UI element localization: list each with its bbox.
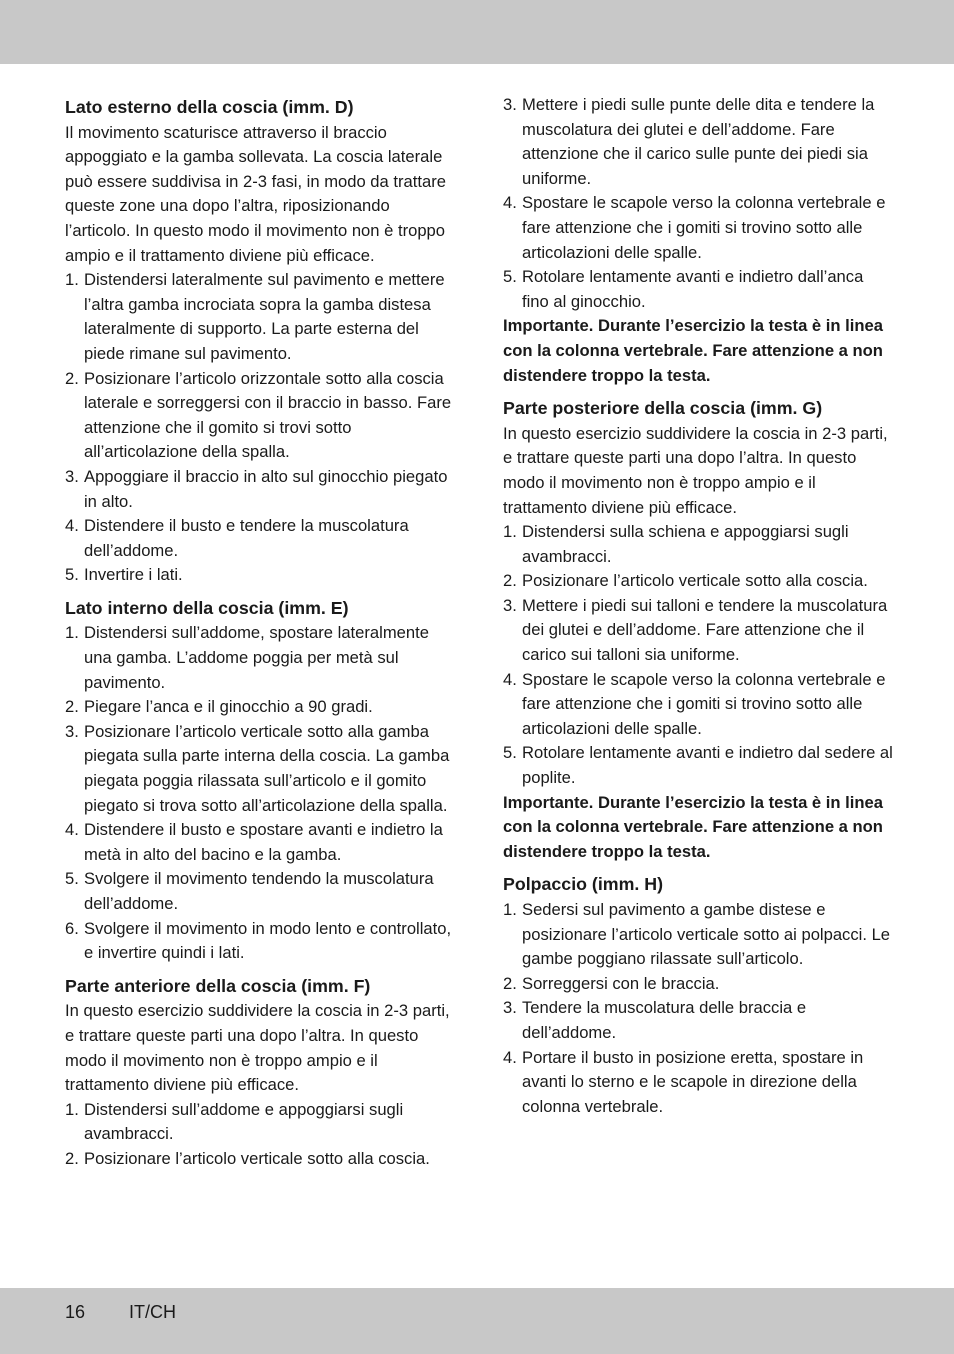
left-column xyxy=(65,92,455,1172)
section-intro: Il movimento scaturisce attraverso il braccio appoggiato e la gamba sollevata. La coscia laterale può essere suddivisa in 2-3 fasi, in modo da trattare queste zone una dopo l’altra, riposizionando l’articolo. In questo modo il movimento non è troppo ampio e il trattamento diviene più efficace. xyxy=(65,122,446,265)
section-intro: In questo esercizio suddividere la coscia in 2-3 parti, e trattare queste parti una dopo l’altra. In questo modo il movimento non è troppo ampio e il trattamento diviene più efficace. xyxy=(65,1001,450,1095)
list-item: 3. Appoggiare il braccio in alto sul ginocchio piegato in alto. xyxy=(65,466,448,511)
list-item: 3. Tendere la muscolatura delle braccia e dell’addome. xyxy=(503,998,807,1042)
section-title: Lato esterno della coscia (imm. D) xyxy=(65,97,354,117)
steps-list xyxy=(503,93,893,314)
list-item: 2. Sorreggersi con le braccia. xyxy=(503,973,720,993)
steps-list xyxy=(65,621,455,965)
list-item: 1. Distendersi lateralmente sul pavimento e mettere l’altra gamba incrociata sopra la gamba distesa lateralmente di supporto. La parte esterna del piede rimane sul pavimento. xyxy=(65,270,445,363)
steps-list xyxy=(65,268,455,588)
list-item: 4. Distendere il busto e spostare avanti e indietro la metà in alto del bacino e la gamba. xyxy=(65,820,443,864)
list-item: 5. Rotolare lentamente avanti e indietro dall’anca fino al ginocchio. xyxy=(503,267,864,311)
list-item: 1. Distendersi sulla schiena e appoggiarsi sugli avambracci. xyxy=(503,522,849,566)
page-number: 16 xyxy=(65,1302,86,1322)
list-item: 3. Posizionare l’articolo verticale sotto alla gamba piegata sulla parte interna della coscia. La gamba piegata poggia rilassata sull’articolo e il gomito piegato si trova sotto all’articolazione della spalla. xyxy=(65,721,450,815)
list-item: 2. Piegare l’anca e il ginocchio a 90 gradi. xyxy=(65,697,373,717)
important-note: Importante. Durante l’esercizio la testa è in linea con la colonna vertebrale. Fare attenzione a non distendere troppo la testa. xyxy=(503,316,883,385)
section-title: Polpaccio (imm. H) xyxy=(503,874,664,895)
section-intro: In questo esercizio suddividere la coscia in 2-3 parti, e trattare queste parti una dopo l’altra. In questo modo il movimento non è troppo ampio e il trattamento diviene più efficace. xyxy=(503,423,888,517)
list-item: 2. Posizionare l’articolo verticale sotto alla coscia. xyxy=(65,1148,430,1168)
steps-list xyxy=(503,520,893,791)
list-item: 1. Sedersi sul pavimento a gambe distese e posizionare l’articolo verticale sotto ai polpacci. Le gambe poggiano rilassate sull’articolo. xyxy=(503,900,891,969)
list-item: 4. Distendere il busto e tendere la muscolatura dell’addome. xyxy=(65,516,409,560)
section-title: Parte anteriore della coscia (imm. F) xyxy=(65,975,371,996)
list-item: 1. Distendersi sull’addome e appoggiarsi sugli avambracci. xyxy=(65,1099,404,1144)
list-item: 4. Spostare le scapole verso la colonna vertebrale e fare attenzione che i gomiti si trovino sotto alle articolazioni delle spalle. xyxy=(503,193,886,262)
list-item: 4. Spostare le scapole verso la colonna vertebrale e fare attenzione che i gomiti si trovino sotto alle articolazioni delle spalle. xyxy=(503,669,886,738)
list-item: 2. Posizionare l’articolo verticale sotto alla coscia. xyxy=(503,571,868,591)
list-item: 4. Portare il busto in posizione eretta, spostare in avanti lo sterno e le scapole in direzione della colonna vertebrale. xyxy=(503,1047,864,1116)
list-item: 1. Distendersi sull’addome, spostare lateralmente una gamba. L’addome poggia per metà sul pavimento. xyxy=(65,623,429,692)
steps-list xyxy=(503,898,893,1119)
section-title: Parte posteriore della coscia (imm. G) xyxy=(503,398,823,419)
language-code: IT/CH xyxy=(129,1302,176,1322)
list-item: 5. Invertire i lati. xyxy=(65,565,183,585)
list-item: 6. Svolgere il movimento in modo lento e controllato, e invertire quindi i lati. xyxy=(65,918,452,963)
section-title: Lato interno della coscia (imm. E) xyxy=(65,597,349,618)
list-item: 2. Posizionare l’articolo orizzontale sotto alla coscia laterale e sorreggersi con il braccio in basso. Fare attenzione che il gomito si trovi sotto all’articolazione della spalla. xyxy=(65,368,452,462)
header-band xyxy=(0,0,954,64)
right-column xyxy=(503,93,893,1119)
list-item: 5. Svolgere il movimento tendendo la muscolatura dell’addome. xyxy=(65,869,434,913)
list-item: 3. Mettere i piedi sui talloni e tendere la muscolatura dei glutei e dell’addome. Fare attenzione che il carico sui talloni sia uniforme. xyxy=(503,595,888,665)
list-item: 5. Rotolare lentamente avanti e indietro dal sedere al poplite. xyxy=(503,743,893,788)
important-note: Importante. Durante l’esercizio la testa è in linea con la colonna vertebrale. Fare attenzione a non distendere troppo la testa. xyxy=(503,792,883,861)
steps-list xyxy=(65,1098,455,1172)
list-item: 3. Mettere i piedi sulle punte delle dita e tendere la muscolatura dei glutei e dell’addome. Fare attenzione che il carico sulle punte dei piedi sia uniforme. xyxy=(503,95,875,188)
